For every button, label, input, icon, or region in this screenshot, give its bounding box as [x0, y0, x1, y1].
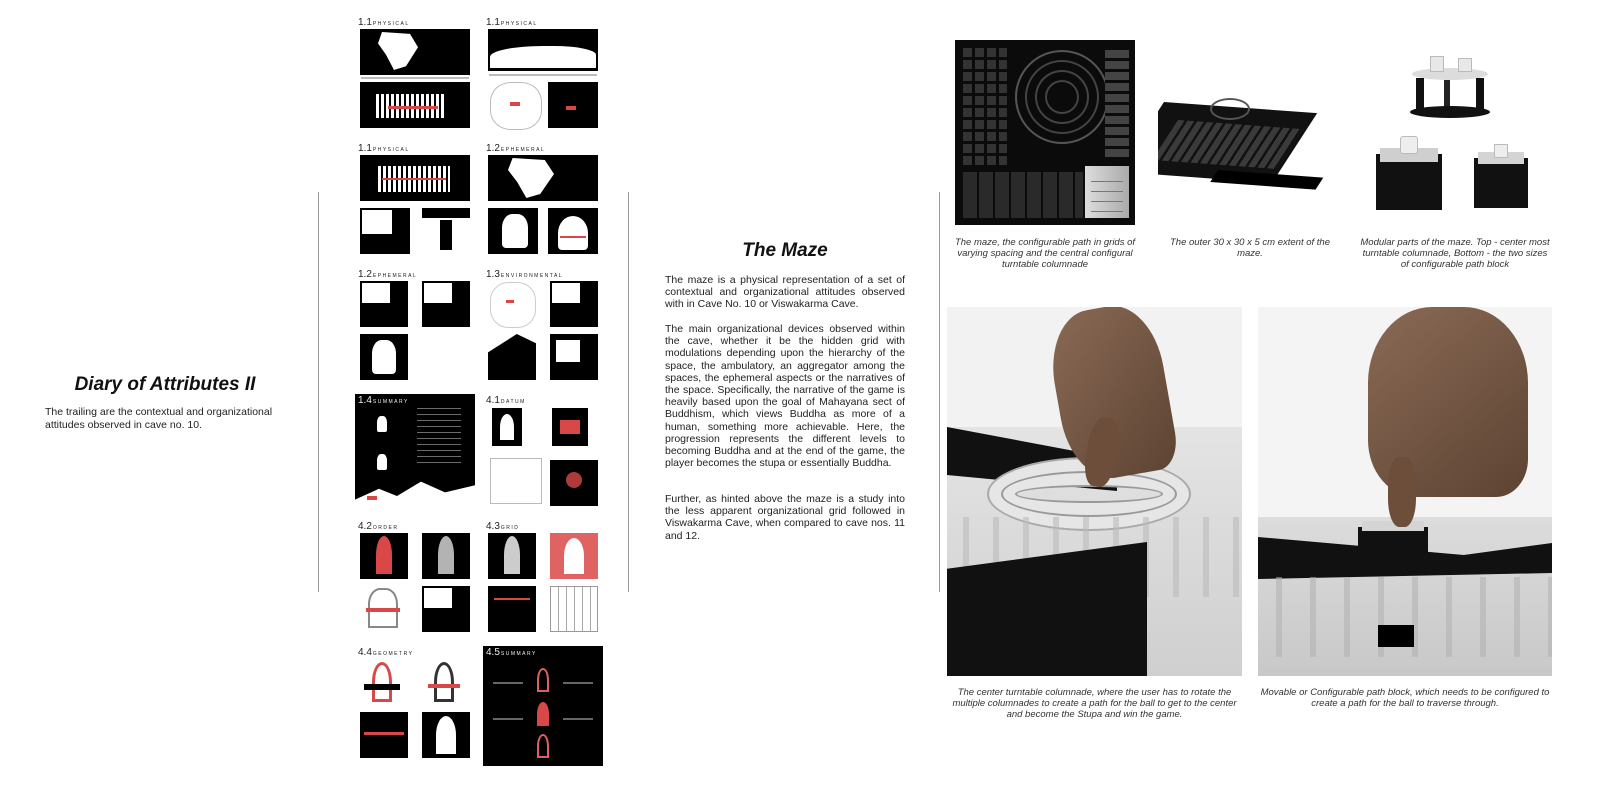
turntable-photo — [947, 307, 1242, 676]
divider — [318, 192, 319, 592]
sheet-physical-section — [358, 144, 476, 262]
sheet-label: 1.4SUMMARY — [358, 395, 409, 406]
sheet-label: 4.5SUMMARY — [486, 647, 537, 658]
maze-paragraph: The maze is a physical representation of a set of contextual and organizational attitudes observed with in Cave No. 10 or Viswakarma Cave. — [665, 274, 905, 311]
section-title: Diary of Attributes II — [74, 374, 256, 395]
sheet-order — [358, 522, 476, 640]
caption-turntable: The center turntable columnade, where the user has to rotate the multiple columnades to create a path for the ball to get to the center and become the Stupa and win the game. — [952, 687, 1237, 720]
maze-title: The Maze — [742, 240, 828, 261]
sheet-label: 1.3ENVIRONMENTAL — [486, 270, 564, 280]
sheet-label: 1.1PHYSICAL — [358, 18, 410, 28]
caption-maze-top: The maze, the configurable path in grids of varying spacing and the central configural turntable columnade — [954, 237, 1136, 270]
divider — [939, 192, 940, 592]
sheet-label: 1.1PHYSICAL — [486, 18, 538, 28]
sheet-physical-contour — [486, 18, 604, 136]
sheet-label: 1.1PHYSICAL — [358, 144, 410, 154]
maze-paragraph: The main organizational devices observed within the cave, whether it be the hidden grid with modulations depending upon the hierarchy of the space, the ambulatory, an aggregator among the spaces, the ephemeral aspects or the narratives of the space. Specifically, the narrative of the game is heavily based upon the goal of Mahayana sect of Buddhism, which views Buddha as more of a human, something more achievable. Here, the progression represents the different levels to becoming Buddha and at the end of the game, the player becomes the stupa or essentially Buddha. — [665, 323, 905, 470]
sheet-ephemeral-views — [358, 270, 476, 388]
sheet-geometry — [358, 648, 476, 766]
caption-movable: Movable or Configurable path block, which needs to be configured to create a path for the ball to traverse through. — [1260, 687, 1550, 709]
caption-modular: Modular parts of the maze. Top - center most turntable columnade, Bottom - the two sizes of configurable path block — [1360, 237, 1550, 270]
sheet-label: 4.4GEOMETRY — [358, 648, 414, 658]
sheet-datum — [486, 396, 604, 514]
sheet-label: 1.2EPHEMERAL — [358, 270, 418, 280]
sheet-ephemeral-map — [486, 144, 604, 262]
sheet-label: 1.2EPHEMERAL — [486, 144, 546, 154]
movable-block-photo — [1258, 307, 1552, 676]
sheet-environmental — [486, 270, 604, 388]
sheet-summary-2 — [483, 646, 603, 766]
divider — [628, 192, 629, 592]
sheet-label: 4.3GRID — [486, 522, 520, 532]
sheet-label: 4.1DATUM — [486, 396, 526, 406]
maze-paragraph: Further, as hinted above the maze is a study into the less apparent organizational grid followed in Viswakarma Cave, when compared to cave nos. 11 and 12. — [665, 493, 905, 542]
maze-top-photo — [955, 40, 1135, 225]
sheet-label: 4.2ORDER — [358, 522, 399, 532]
sheet-summary-1 — [355, 394, 475, 514]
sheet-grid — [486, 522, 604, 640]
maze-extent-photo — [1158, 90, 1338, 210]
caption-extent: The outer 30 x 30 x 5 cm extent of the maze. — [1169, 237, 1330, 259]
modular-parts-photo — [1370, 50, 1550, 220]
sheet-physical-map — [358, 18, 476, 136]
section-intro: The trailing are the contextual and organizational attitudes observed in cave no. 10. — [45, 406, 273, 431]
